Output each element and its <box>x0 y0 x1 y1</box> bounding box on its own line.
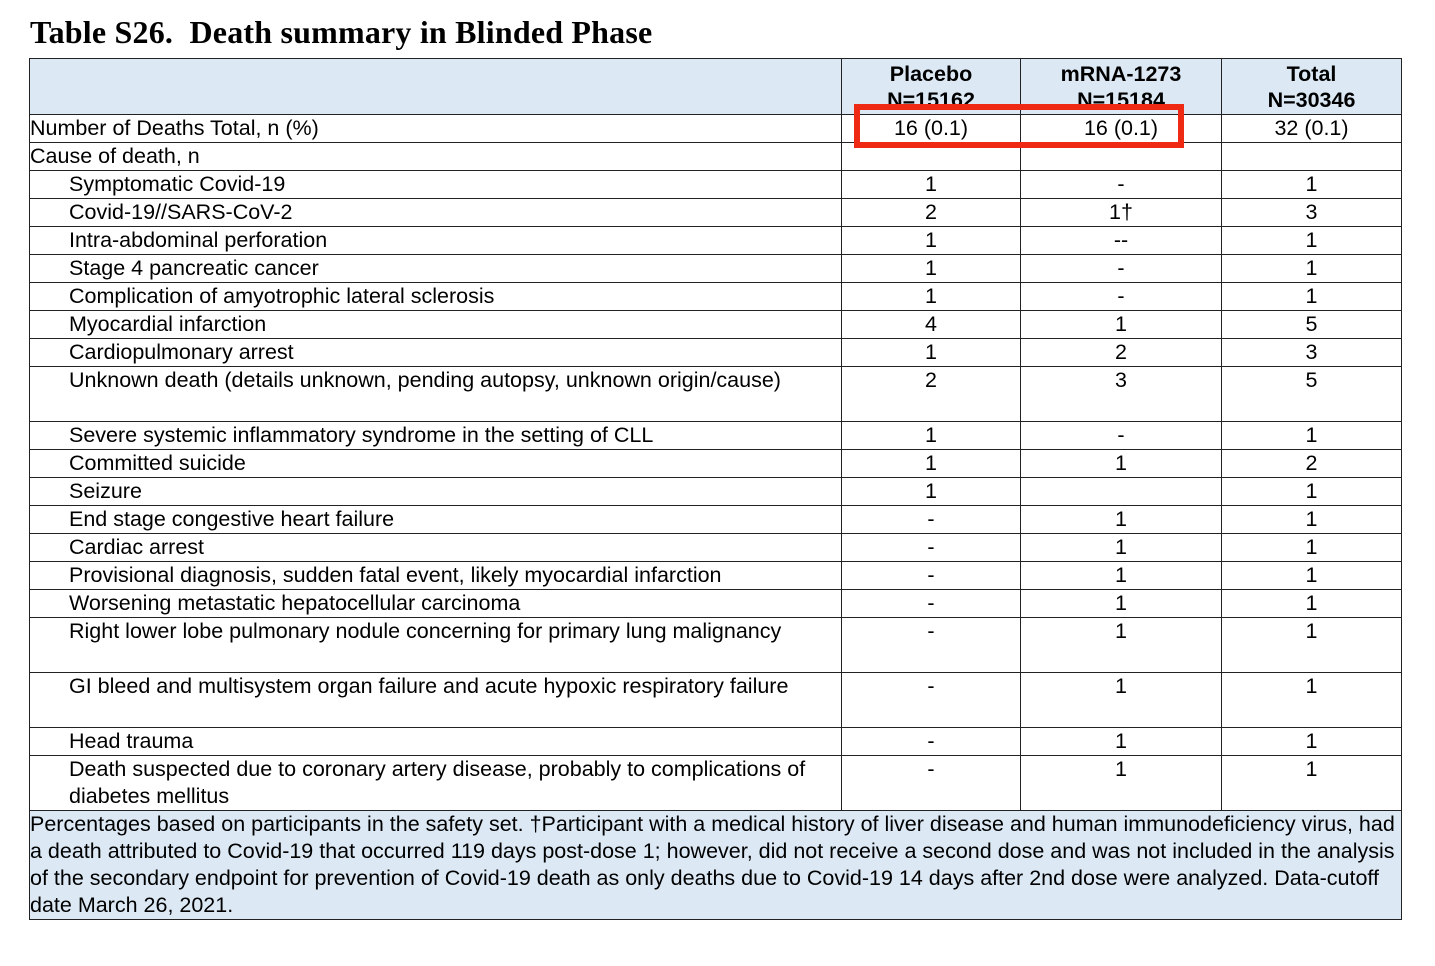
cause-placebo: 1 <box>842 255 1021 283</box>
header-mrna <box>1021 59 1222 115</box>
table-row <box>30 367 1402 422</box>
header-blank-cell <box>30 59 842 115</box>
cause-total: 1 <box>1222 728 1402 756</box>
cause-placebo: - <box>842 756 1021 811</box>
cause-placebo: 1 <box>842 422 1021 450</box>
cause-total: 5 <box>1222 367 1402 422</box>
cause-label: Myocardial infarction <box>30 311 842 339</box>
cause-total: 1 <box>1222 227 1402 255</box>
table-row <box>30 562 1402 590</box>
table-row <box>30 422 1402 450</box>
table-row <box>30 227 1402 255</box>
cause-total: 5 <box>1222 311 1402 339</box>
table-row <box>30 311 1402 339</box>
header-row <box>30 59 1402 115</box>
placebo-name: Placebo <box>889 62 973 86</box>
table-row <box>30 618 1402 673</box>
cause-label: Severe systemic inflammatory syndrome in the setting of CLL <box>30 422 842 450</box>
table-row <box>30 478 1402 506</box>
death-summary-table <box>29 58 1402 920</box>
cause-placebo: - <box>842 590 1021 618</box>
table-row <box>30 534 1402 562</box>
cause-mrna: - <box>1021 255 1222 283</box>
table-row <box>30 339 1402 367</box>
cause-label: Committed suicide <box>30 450 842 478</box>
cause-total: 1 <box>1222 255 1402 283</box>
cause-label: Seizure <box>30 478 842 506</box>
cause-mrna: 1 <box>1021 756 1222 811</box>
cause-mrna: 1 <box>1021 450 1222 478</box>
table-row <box>30 673 1402 728</box>
cause-heading: Cause of death, n <box>30 143 842 171</box>
placebo-n: N=15162 <box>887 88 975 112</box>
cause-placebo: - <box>842 618 1021 673</box>
table-row <box>30 450 1402 478</box>
cause-heading-mrna-empty <box>1021 143 1222 171</box>
cause-placebo: - <box>842 728 1021 756</box>
cause-total: 1 <box>1222 618 1402 673</box>
cause-placebo: 1 <box>842 283 1021 311</box>
table-row <box>30 756 1402 811</box>
table-row <box>30 255 1402 283</box>
cause-mrna: - <box>1021 171 1222 199</box>
cause-label: Unknown death (details unknown, pending autopsy, unknown origin/cause) <box>30 367 842 422</box>
cause-label: GI bleed and multisystem organ failure and acute hypoxic respiratory failure <box>30 673 842 728</box>
footnote-row <box>30 811 1402 920</box>
cause-total: 2 <box>1222 450 1402 478</box>
cause-label: Right lower lobe pulmonary nodule concerning for primary lung malignancy <box>30 618 842 673</box>
cause-placebo: 1 <box>842 171 1021 199</box>
cause-total: 3 <box>1222 339 1402 367</box>
cause-heading-total-empty <box>1222 143 1402 171</box>
table-row <box>30 728 1402 756</box>
cause-total: 1 <box>1222 171 1402 199</box>
cause-mrna: 1 <box>1021 728 1222 756</box>
cause-mrna: 2 <box>1021 339 1222 367</box>
cause-mrna: 1 <box>1021 673 1222 728</box>
cause-label: Stage 4 pancreatic cancer <box>30 255 842 283</box>
cause-mrna: - <box>1021 283 1222 311</box>
cause-mrna: 1 <box>1021 534 1222 562</box>
cause-placebo: - <box>842 673 1021 728</box>
header-placebo <box>842 59 1021 115</box>
cause-total: 1 <box>1222 562 1402 590</box>
cause-mrna: 1 <box>1021 590 1222 618</box>
cause-mrna: 1 <box>1021 311 1222 339</box>
mrna-n: N=15184 <box>1077 88 1165 112</box>
table-title: Table S26. Death summary in Blinded Phase <box>30 14 653 50</box>
table-row <box>30 283 1402 311</box>
cause-total: 1 <box>1222 534 1402 562</box>
cause-placebo: 4 <box>842 311 1021 339</box>
cause-mrna: 3 <box>1021 367 1222 422</box>
cause-placebo: 1 <box>842 450 1021 478</box>
cause-placebo: 1 <box>842 478 1021 506</box>
cause-total: 1 <box>1222 590 1402 618</box>
cause-label: Symptomatic Covid-19 <box>30 171 842 199</box>
deaths-total-row <box>30 115 1402 143</box>
cause-label: Cardiac arrest <box>30 534 842 562</box>
cause-label: Intra-abdominal perforation <box>30 227 842 255</box>
cause-label: Cardiopulmonary arrest <box>30 339 842 367</box>
cause-placebo: - <box>842 506 1021 534</box>
cause-heading-placebo-empty <box>842 143 1021 171</box>
cause-total: 1 <box>1222 478 1402 506</box>
cause-label: Provisional diagnosis, sudden fatal event, likely myocardial infarction <box>30 562 842 590</box>
cause-mrna: - <box>1021 422 1222 450</box>
cause-label: Death suspected due to coronary artery disease, probably to complications of diabetes mellitus <box>30 756 842 811</box>
cause-total: 3 <box>1222 199 1402 227</box>
total-n: N=30346 <box>1267 88 1356 112</box>
cause-mrna: -- <box>1021 227 1222 255</box>
cause-placebo: - <box>842 534 1021 562</box>
cause-placebo: 2 <box>842 367 1021 422</box>
mrna-name: mRNA-1273 <box>1060 62 1182 86</box>
header-total <box>1222 59 1402 115</box>
cause-mrna: 1 <box>1021 618 1222 673</box>
table-row <box>30 199 1402 227</box>
cause-mrna: 1† <box>1021 199 1222 227</box>
cause-label: Worsening metastatic hepatocellular carcinoma <box>30 590 842 618</box>
deaths-total-placebo: 16 (0.1) <box>842 115 1021 143</box>
cause-label: Complication of amyotrophic lateral sclerosis <box>30 283 842 311</box>
cause-mrna: 1 <box>1021 562 1222 590</box>
cause-label: End stage congestive heart failure <box>30 506 842 534</box>
cause-placebo: 1 <box>842 227 1021 255</box>
deaths-total-total: 32 (0.1) <box>1222 115 1402 143</box>
cause-total: 1 <box>1222 756 1402 811</box>
cause-total: 1 <box>1222 506 1402 534</box>
cause-placebo: - <box>842 562 1021 590</box>
cause-total: 1 <box>1222 283 1402 311</box>
cause-placebo: 2 <box>842 199 1021 227</box>
total-name: Total <box>1286 62 1337 86</box>
deaths-total-label: Number of Deaths Total, n (%) <box>30 115 842 143</box>
cause-label: Head trauma <box>30 728 842 756</box>
table-row <box>30 590 1402 618</box>
cause-label: Covid-19//SARS-CoV-2 <box>30 199 842 227</box>
table-footnote: Percentages based on participants in the safety set. †Participant with a medical history of liver disease and human immunodeficiency virus, had a death attributed to Covid-19 that occurred 119 days post-dose 1; however, did not receive a second dose and was not included in the analysis of the secondary endpoint for prevention of Covid-19 death as only deaths due to Covid-19 14 days after 2nd dose were analyzed. Data-cutoff date March 26, 2021. <box>30 811 1402 920</box>
cause-mrna <box>1021 478 1222 506</box>
cause-placebo: 1 <box>842 339 1021 367</box>
cause-mrna: 1 <box>1021 506 1222 534</box>
table-row <box>30 171 1402 199</box>
deaths-total-mrna: 16 (0.1) <box>1021 115 1222 143</box>
cause-heading-row <box>30 143 1402 171</box>
cause-total: 1 <box>1222 673 1402 728</box>
table-row <box>30 506 1402 534</box>
cause-total: 1 <box>1222 422 1402 450</box>
